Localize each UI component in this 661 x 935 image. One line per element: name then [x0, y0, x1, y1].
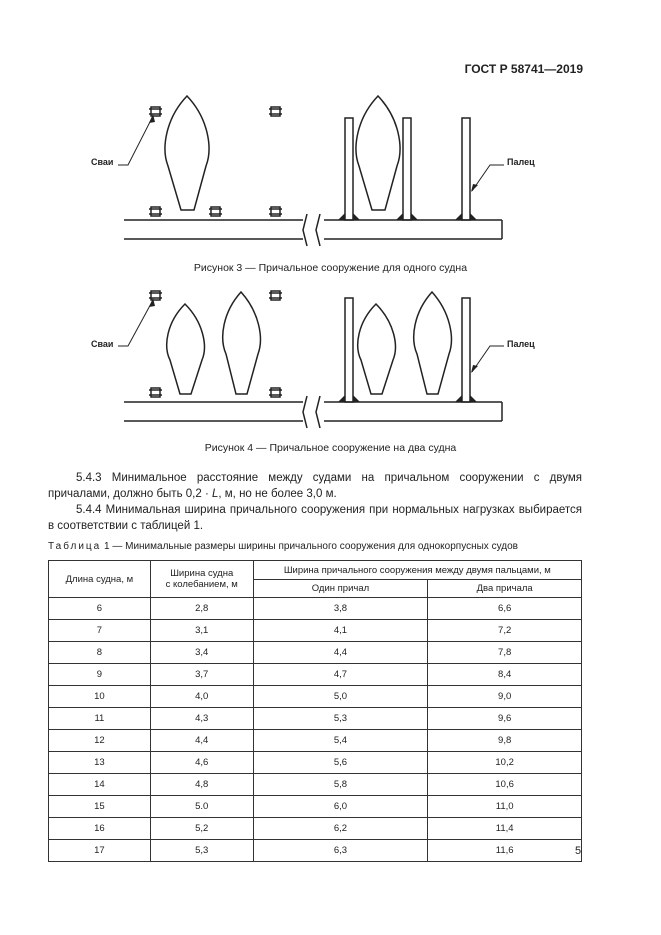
table-cell: 9	[49, 664, 151, 686]
table-cell: 5,3	[253, 708, 428, 730]
table-row	[49, 730, 582, 752]
table-cell: 5.0	[150, 796, 253, 818]
boat-icon	[165, 96, 209, 210]
pile-icon	[269, 107, 282, 116]
table-row	[49, 752, 582, 774]
table-cell: 3,8	[253, 598, 428, 620]
table-cell: 5,6	[253, 752, 428, 774]
table-cell: 11,0	[428, 796, 582, 818]
table-cell: 6,3	[253, 840, 428, 862]
data-table	[48, 560, 582, 862]
pile-icon	[149, 107, 162, 116]
figure-4	[0, 284, 661, 434]
paragraph-5-4-4: 5.4.4 Минимальная ширина причального сооружения при нормальных нагрузках выбирается в соответствии с таблицей 1.	[48, 504, 582, 532]
table-cell: 4,1	[253, 620, 428, 642]
boat-icon	[414, 292, 452, 394]
table-cell: 4,0	[150, 686, 253, 708]
table-cell: 9,8	[428, 730, 582, 752]
table-cell: 4,7	[253, 664, 428, 686]
table-row	[49, 708, 582, 730]
pile-label: Сваи	[91, 157, 114, 167]
table-row	[49, 598, 582, 620]
table-body	[49, 598, 582, 862]
table-cell: 11,6	[428, 840, 582, 862]
table-cell: 6,6	[428, 598, 582, 620]
table-cell: 3,4	[150, 642, 253, 664]
document-id: ГОСТ Р 58741—2019	[464, 62, 583, 76]
table-row	[49, 686, 582, 708]
boat-icon	[358, 304, 396, 394]
figure-4-drawing	[0, 284, 661, 434]
table-cell: 10	[49, 686, 151, 708]
paragraph-5-4-3: 5.4.3 Минимальное расстояние между судами на причальном сооружении с двумя причалами, должно быть 0,2 · L, м, но не более 3,0 м.	[48, 472, 582, 500]
finger-label: Палец	[507, 339, 535, 349]
table-cell: 3,1	[150, 620, 253, 642]
table-cell: 9,6	[428, 708, 582, 730]
table-cell: 8	[49, 642, 151, 664]
figure-3-caption: Рисунок 3 — Причальное сооружение для одного судна	[193, 262, 468, 274]
body-text	[48, 470, 582, 534]
table-row	[49, 664, 582, 686]
figure-3	[0, 88, 661, 248]
pile-icon	[149, 388, 162, 397]
column-header: Ширина судна с колебанием, м	[150, 561, 253, 598]
table-cell: 5,3	[150, 840, 253, 862]
table-cell: 4,6	[150, 752, 253, 774]
column-header: Длина судна, м	[49, 561, 151, 598]
table-cell: 7	[49, 620, 151, 642]
pile-icon	[149, 207, 162, 216]
boat-icon	[223, 292, 261, 394]
table-cell: 16	[49, 818, 151, 840]
page-number: 5	[575, 845, 582, 857]
finger-label: Палец	[507, 157, 535, 167]
table-cell: 15	[49, 796, 151, 818]
table-cell: 4,3	[150, 708, 253, 730]
boat-icon	[356, 96, 400, 210]
table-cell: 17	[49, 840, 151, 862]
pile-icon	[209, 207, 222, 216]
table-cell: 3,7	[150, 664, 253, 686]
table-cell: 10,6	[428, 774, 582, 796]
pile-label: Сваи	[91, 339, 114, 349]
table-cell: 12	[49, 730, 151, 752]
table-cell: 6,0	[253, 796, 428, 818]
table-cell: 7,2	[428, 620, 582, 642]
pile-icon	[269, 291, 282, 300]
column-header: Один причал	[253, 580, 428, 598]
table-caption: Таблица 1 — Минимальные размеры ширины причального сооружения для однокорпусных судов	[48, 541, 518, 552]
pile-icon	[269, 388, 282, 397]
table-cell: 2,8	[150, 598, 253, 620]
table-cell: 4,4	[150, 730, 253, 752]
table-cell: 5,0	[253, 686, 428, 708]
table-cell: 5,8	[253, 774, 428, 796]
table-cell: 5,2	[150, 818, 253, 840]
boat-icon	[167, 304, 205, 394]
column-header: Два причала	[428, 580, 582, 598]
table-row	[49, 818, 582, 840]
table-cell: 8,4	[428, 664, 582, 686]
table-row	[49, 840, 582, 862]
pile-icon	[269, 207, 282, 216]
table-row	[49, 642, 582, 664]
table-cell: 6,2	[253, 818, 428, 840]
table-cell: 7,8	[428, 642, 582, 664]
pile-icon	[149, 291, 162, 300]
table-cell: 13	[49, 752, 151, 774]
column-group-header: Ширина причального сооружения между двумя пальцами, м	[253, 561, 581, 580]
figure-3-drawing	[0, 88, 661, 248]
table-cell: 10,2	[428, 752, 582, 774]
table-cell: 11	[49, 708, 151, 730]
figure-4-caption: Рисунок 4 — Причальное сооружение на два судна	[204, 442, 457, 454]
table-row	[49, 774, 582, 796]
table-row	[49, 796, 582, 818]
table-cell: 6	[49, 598, 151, 620]
table-row	[49, 620, 582, 642]
table-cell: 14	[49, 774, 151, 796]
table-cell: 5,4	[253, 730, 428, 752]
table-cell: 11,4	[428, 818, 582, 840]
table-cell: 4,8	[150, 774, 253, 796]
table-cell: 9,0	[428, 686, 582, 708]
table-cell: 4,4	[253, 642, 428, 664]
